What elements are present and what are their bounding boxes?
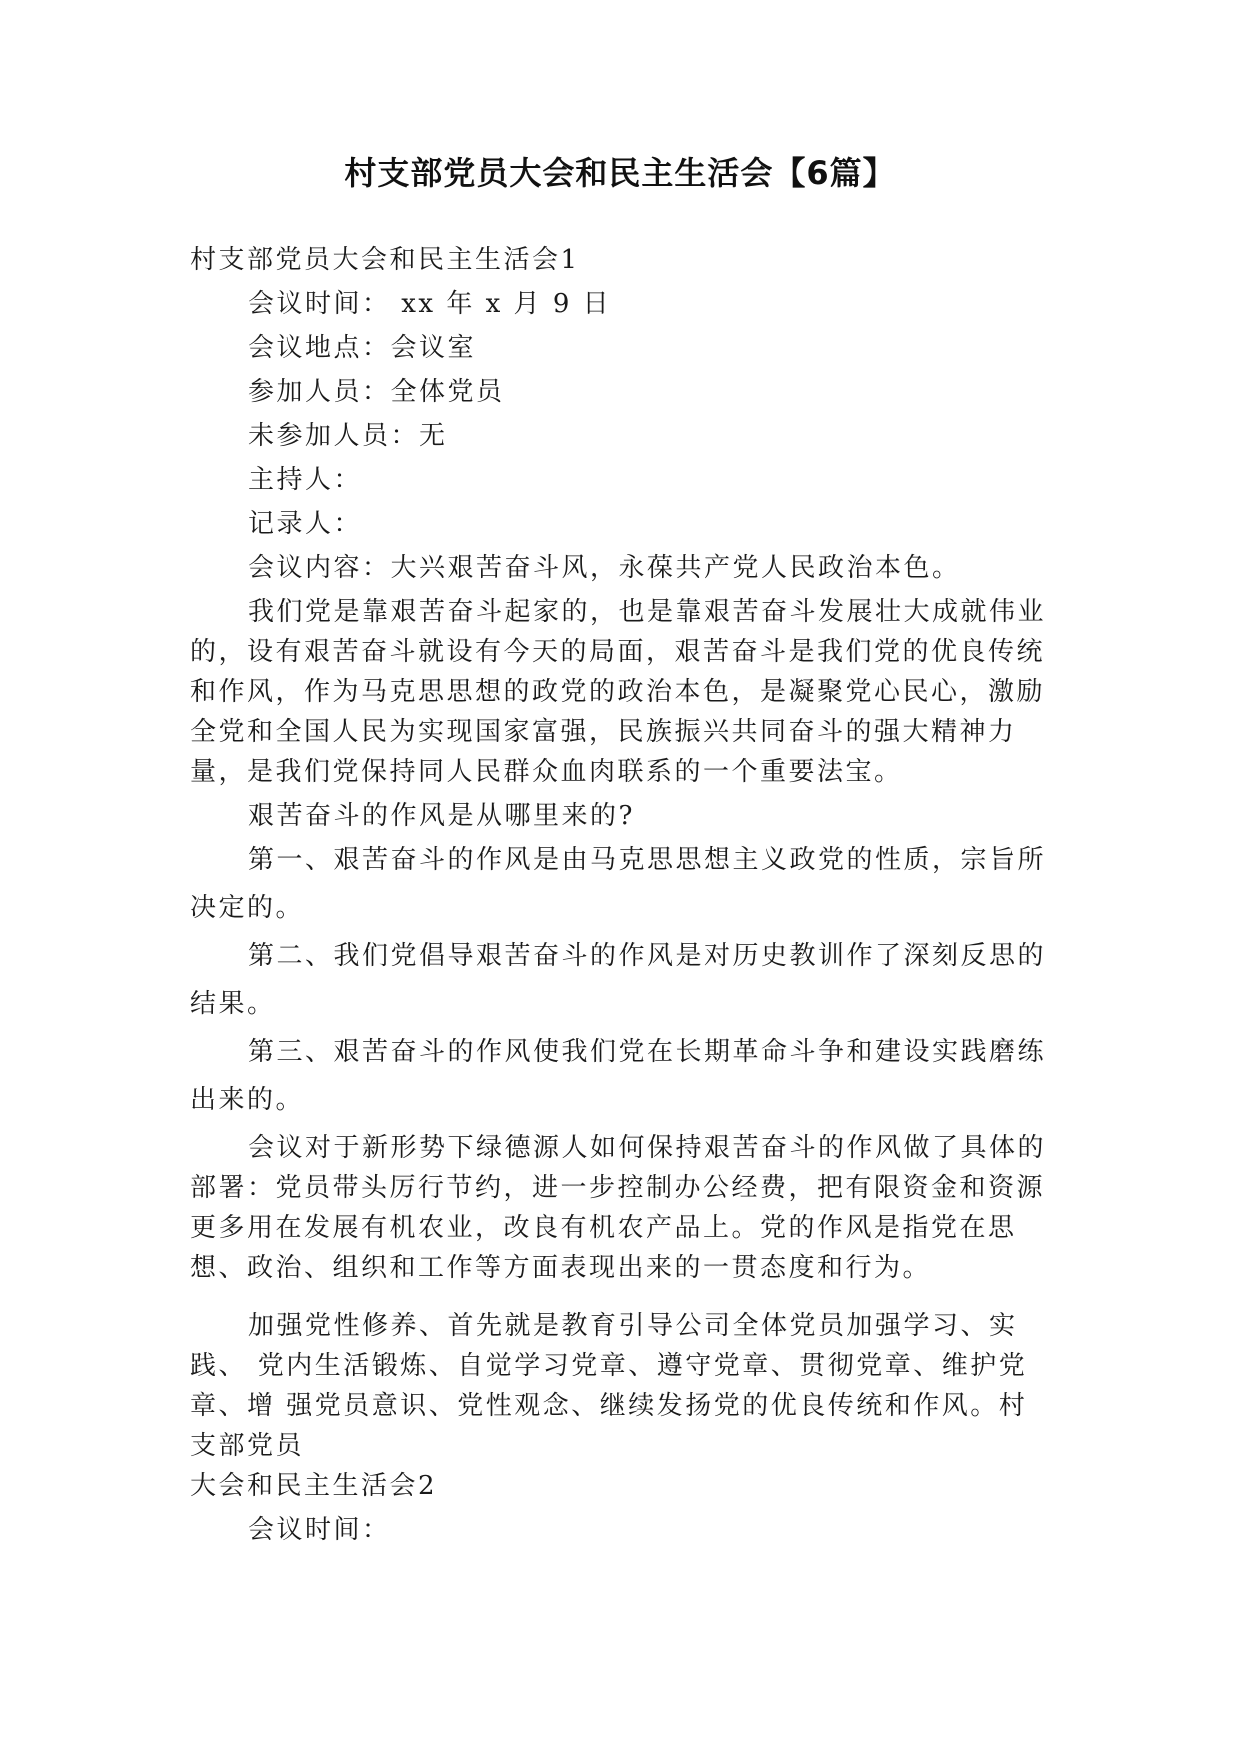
meeting-place: 会议地点：会议室 [248,333,477,363]
document-title: 村支部党员大会和民主生活会【6篇】 [344,154,896,192]
body-paragraph-line: 加强党性修养、首先就是教育引导公司全体党员加强学习、实 [248,1311,1018,1341]
host: 主持人： [248,465,363,495]
point-item: 第一、艰苦奋斗的作风是由马克思思想主义政党的性质，宗旨所决定的。 [190,845,1047,923]
point-item: 第二、我们党倡导艰苦奋斗的作风是对历史教训作了深刻反思的结果。 [190,941,1047,1019]
question-line: 艰苦奋斗的作风是从哪里来的? [248,801,635,831]
recorder: 记录人： [248,509,363,539]
body-paragraph-line: 章、增 强党员意识、党性观念、继续发扬党的优良传统和作风。村 [190,1391,1028,1421]
document-body [190,240,1060,1550]
body-paragraph: 我们党是靠艰苦奋斗起家的，也是靠艰苦奋斗发展壮大成就伟业的，设有艰苦奋斗就设有今天的局面，艰苦奋斗是我们党的优良传统和作风，作为马克思思想的政党的政治本色，是凝聚党心民心，激励全党和全国人民为实现国家富强，民族振兴共同奋斗的强大精神力量，是我们党保持同人民群众血肉联系的一个重要法宝。 [190,597,1047,787]
body-paragraph-line: 践、 党内生活锻炼、自觉学习党章、遵守党章、贯彻党章、维护党 [190,1351,1028,1381]
meeting-time: 会议时间： xx 年 x 月 9 日 [248,289,612,319]
section-heading: 大会和民主生活会2 [190,1471,438,1501]
section-heading: 村支部党员大会和民主生活会1 [190,245,580,275]
meeting-time: 会议时间： [248,1515,391,1545]
point-item: 第三、艰苦奋斗的作风使我们党在长期革命斗争和建设实践磨练出来的。 [190,1037,1047,1115]
body-paragraph-line: 支部党员 [190,1431,305,1461]
body-paragraph: 会议对于新形势下绿德源人如何保持艰苦奋斗的作风做了具体的部署：党员带头厉行节约，进一步控制办公经费，把有限资金和资源更多用在发展有机农业，改良有机农产品上。党的作风是指党在思想、政治、组织和工作等方面表现出来的一贯态度和行为。 [190,1133,1047,1283]
absentees: 未参加人员：无 [248,421,448,451]
meeting-content: 会议内容：大兴艰苦奋斗风，永葆共产党人民政治本色。 [248,553,961,583]
attendees: 参加人员：全体党员 [248,377,505,407]
